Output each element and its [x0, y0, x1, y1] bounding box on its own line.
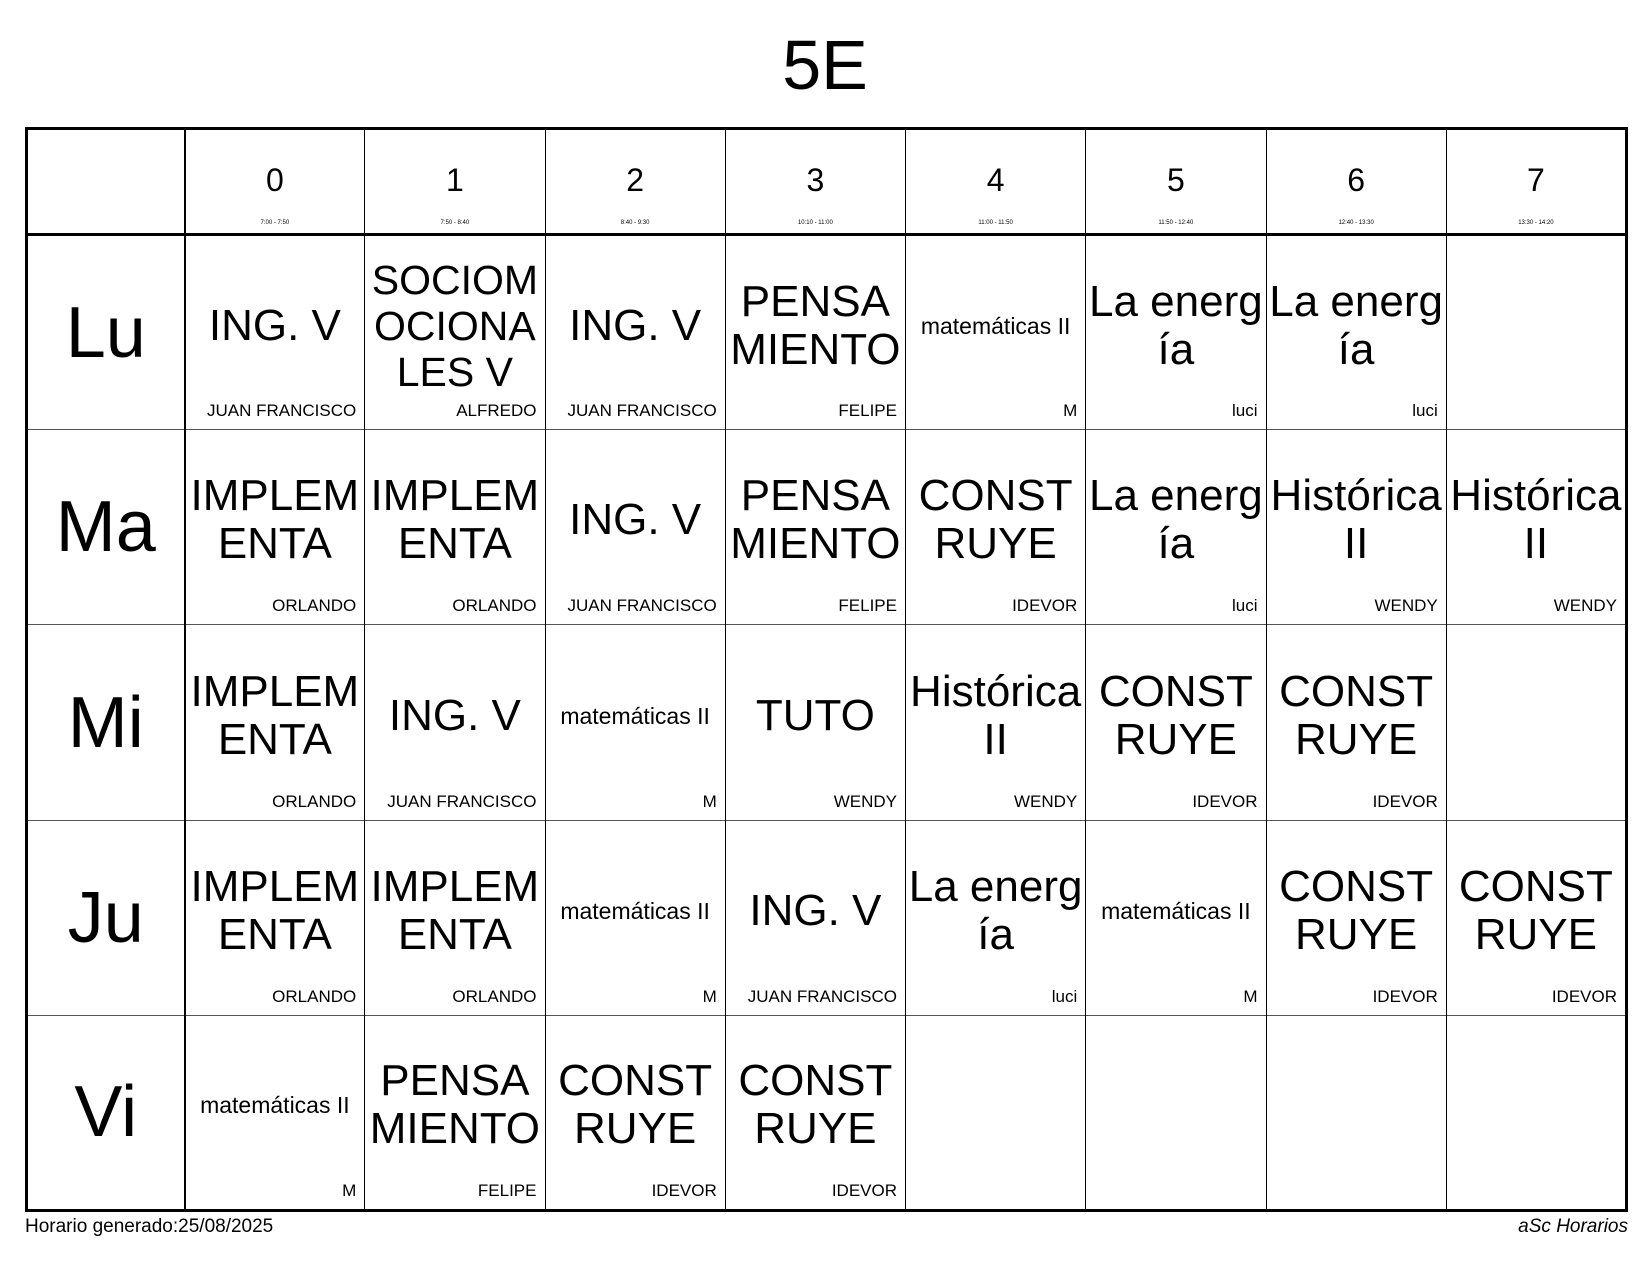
period-time: 7:00 - 7:50 [260, 220, 290, 227]
subject-text: CONST RUYE [1279, 861, 1434, 959]
lesson-subject [546, 248, 725, 403]
period-time: 12:40 - 13:30 [1338, 220, 1374, 227]
lesson-subject [1086, 1028, 1265, 1183]
lesson-subject [1447, 442, 1625, 598]
lesson-cell [1266, 820, 1446, 1015]
subject-text: CONST RUYE [1458, 861, 1613, 959]
subject-text: La energ ía [1089, 471, 1263, 569]
lesson-teacher: ORLANDO [272, 986, 357, 1006]
subject-text: IMPLEM ENTA [190, 666, 360, 764]
lesson-cell [1266, 430, 1446, 625]
lesson-cell [1446, 820, 1626, 1015]
lesson-teacher: JUAN FRANCISCO [567, 401, 717, 421]
lesson-teacher: M [1243, 986, 1258, 1006]
lesson-cell [725, 820, 905, 1015]
period-time: 10:10 - 11:00 [797, 220, 833, 227]
subject-text: matemáticas II [920, 312, 1071, 339]
lesson-subject [1267, 1028, 1446, 1183]
lesson-teacher: IDEVOR [651, 1181, 717, 1200]
lesson-cell [725, 235, 905, 430]
lesson-teacher: WENDY [833, 791, 897, 811]
period-time: 8:40 - 9:30 [620, 220, 650, 227]
lesson-cell [906, 235, 1086, 430]
lesson-teacher: IDEVOR [1372, 791, 1438, 811]
period-time: 11:50 - 12:40 [1158, 220, 1194, 227]
lesson-subject [365, 637, 544, 793]
lesson-teacher: ORLANDO [452, 986, 537, 1006]
subject-text: TUTO [755, 690, 875, 740]
period-header-0 [185, 129, 365, 235]
lesson-subject [726, 442, 905, 598]
subject-text: La energ ía [908, 861, 1083, 959]
day-label: Vi [27, 1015, 185, 1210]
day-row-vi [27, 1015, 1627, 1210]
lesson-subject [365, 442, 544, 598]
period-number: 4 [986, 162, 1005, 198]
lesson-subject [365, 248, 544, 403]
lesson-teacher: luci [1231, 596, 1258, 616]
timetable-grid [25, 127, 1628, 1212]
lesson-teacher: luci [1231, 401, 1258, 421]
lesson-subject [906, 833, 1085, 989]
subject-text: ING. V [749, 885, 882, 935]
period-header-7 [1446, 129, 1626, 235]
lesson-subject [1267, 833, 1446, 989]
lesson-subject [1447, 248, 1625, 403]
period-time: 13:30 - 14:20 [1518, 220, 1554, 227]
day-row-mi [27, 625, 1627, 820]
lesson-subject [906, 637, 1085, 793]
period-time: 7:50 - 8:40 [440, 220, 470, 227]
lesson-cell [1086, 625, 1266, 820]
lesson-teacher: luci [1051, 986, 1078, 1006]
lesson-subject [186, 442, 365, 598]
lesson-teacher: FELIPE [838, 596, 897, 616]
lesson-teacher: JUAN FRANCISCO [207, 401, 357, 421]
lesson-cell [185, 235, 365, 430]
period-number: 5 [1166, 162, 1185, 198]
subject-text: PENSA MIENTO [369, 1056, 541, 1154]
day-row-lu [27, 235, 1627, 430]
subject-text: SOCIOM OCIONA LES V [371, 256, 539, 395]
lesson-subject [186, 833, 365, 989]
lesson-subject [1086, 833, 1265, 989]
subject-text: Histórica II [1270, 471, 1442, 569]
lesson-cell [1086, 1015, 1266, 1210]
day-row-ma [27, 430, 1627, 625]
subject-text: IMPLEM ENTA [190, 471, 360, 569]
lesson-teacher: ALFREDO [456, 401, 537, 421]
subject-text: matemáticas II [560, 897, 710, 924]
period-header-row [27, 129, 1627, 235]
lesson-cell [1266, 235, 1446, 430]
period-number: 2 [626, 162, 645, 198]
subject-text: Histórica II [1450, 471, 1622, 569]
lesson-cell [725, 1015, 905, 1210]
lesson-cell [545, 235, 725, 430]
period-header-4 [906, 129, 1086, 235]
lesson-subject [186, 637, 365, 793]
subject-text: CONST RUYE [918, 471, 1073, 569]
lesson-subject [726, 248, 905, 403]
lesson-cell [906, 1015, 1086, 1210]
subject-text: ING. V [569, 300, 702, 350]
generated-date-footer: Horario generado:25/08/2025 [25, 1216, 274, 1237]
subject-text: CONST RUYE [558, 1056, 713, 1154]
lesson-subject [1086, 637, 1265, 793]
lesson-subject [726, 1028, 905, 1183]
lesson-subject [186, 1028, 365, 1183]
lesson-subject [186, 248, 365, 403]
day-label: Lu [27, 235, 185, 430]
lesson-cell [365, 820, 545, 1015]
subject-text: ING. V [569, 495, 702, 545]
lesson-teacher: IDEVOR [1012, 596, 1078, 616]
lesson-subject [726, 833, 905, 989]
lesson-teacher: JUAN FRANCISCO [567, 596, 717, 616]
lesson-cell [365, 1015, 545, 1210]
subject-text: CONST RUYE [1098, 666, 1253, 764]
lesson-cell [185, 820, 365, 1015]
subject-text: CONST RUYE [1279, 666, 1434, 764]
period-number: 0 [265, 162, 284, 198]
lesson-subject [1447, 833, 1625, 989]
lesson-subject [906, 248, 1085, 403]
lesson-cell [545, 430, 725, 625]
lesson-cell [725, 430, 905, 625]
lesson-cell [1086, 430, 1266, 625]
lesson-teacher: FELIPE [477, 1181, 537, 1200]
subject-text: IMPLEM ENTA [370, 861, 540, 959]
lesson-teacher: IDEVOR [1551, 986, 1617, 1006]
lesson-teacher: M [342, 1181, 357, 1200]
lesson-cell [1266, 1015, 1446, 1210]
subject-text: IMPLEM ENTA [190, 861, 360, 959]
lesson-cell [1446, 625, 1626, 820]
period-header-5 [1086, 129, 1266, 235]
subject-text: Histórica II [910, 666, 1082, 764]
lesson-subject [1267, 637, 1446, 793]
lesson-subject [365, 833, 544, 989]
lesson-teacher: ORLANDO [452, 596, 537, 616]
lesson-cell [1446, 430, 1626, 625]
subject-text: IMPLEM ENTA [370, 471, 540, 569]
lesson-cell [1086, 820, 1266, 1015]
lesson-teacher: FELIPE [838, 401, 897, 421]
timetable-title: 5E [782, 26, 868, 104]
lesson-subject [726, 637, 905, 793]
lesson-teacher: M [702, 791, 717, 811]
period-number: 7 [1526, 162, 1545, 198]
day-label: Ju [27, 820, 185, 1015]
period-header-2 [545, 129, 725, 235]
lesson-subject [365, 1028, 544, 1183]
day-label: Ma [27, 430, 185, 625]
period-number: 1 [445, 162, 464, 198]
subject-text: ING. V [208, 300, 341, 350]
lesson-cell [185, 430, 365, 625]
lesson-subject [546, 637, 725, 793]
lesson-subject [1447, 637, 1625, 793]
lesson-cell [1266, 625, 1446, 820]
lesson-teacher: WENDY [1374, 596, 1438, 616]
subject-text: matemáticas II [560, 702, 710, 729]
lesson-teacher: luci [1412, 401, 1438, 421]
lesson-teacher: ORLANDO [272, 596, 357, 616]
period-number: 6 [1347, 162, 1366, 198]
lesson-cell [545, 1015, 725, 1210]
subject-text: La energ ía [1089, 276, 1263, 374]
corner-cell [27, 129, 185, 235]
subject-text: ING. V [388, 690, 521, 740]
lesson-subject [906, 1028, 1085, 1183]
subject-text: PENSA MIENTO [730, 276, 901, 374]
lesson-cell [365, 625, 545, 820]
lesson-cell [1086, 235, 1266, 430]
period-header-6 [1266, 129, 1446, 235]
period-header-3 [725, 129, 905, 235]
lesson-teacher: M [1063, 401, 1078, 421]
subject-text: matemáticas II [1101, 897, 1251, 924]
subject-text: PENSA MIENTO [730, 471, 901, 569]
lesson-cell [725, 625, 905, 820]
lesson-cell [906, 625, 1086, 820]
subject-text: CONST RUYE [738, 1056, 893, 1154]
lesson-cell [906, 430, 1086, 625]
subject-text: La energ ía [1269, 276, 1443, 374]
lesson-teacher: IDEVOR [1372, 986, 1438, 1006]
lesson-cell [1446, 1015, 1626, 1210]
lesson-subject [906, 442, 1085, 598]
lesson-teacher: WENDY [1553, 596, 1617, 616]
lesson-teacher: WENDY [1013, 791, 1078, 811]
lesson-subject [1267, 248, 1446, 403]
period-time: 11:00 - 11:50 [978, 220, 1013, 227]
lesson-teacher: IDEVOR [831, 1181, 897, 1200]
subject-text: matemáticas II [200, 1092, 350, 1119]
lesson-teacher: M [702, 986, 717, 1006]
day-row-ju [27, 820, 1627, 1015]
lesson-teacher: JUAN FRANCISCO [747, 986, 897, 1006]
brand-footer: aSc Horarios [1518, 1216, 1628, 1237]
lesson-cell [365, 235, 545, 430]
lesson-cell [185, 625, 365, 820]
lesson-subject [1267, 442, 1446, 598]
lesson-subject [1447, 1028, 1625, 1183]
lesson-teacher: JUAN FRANCISCO [387, 791, 537, 811]
lesson-subject [546, 833, 725, 989]
lesson-cell [906, 820, 1086, 1015]
lesson-cell [545, 625, 725, 820]
lesson-teacher: IDEVOR [1192, 791, 1258, 811]
period-header-1 [365, 129, 545, 235]
lesson-subject [1086, 248, 1265, 403]
period-number: 3 [806, 162, 825, 198]
lesson-subject [546, 442, 725, 598]
lesson-cell [545, 820, 725, 1015]
lesson-teacher: ORLANDO [272, 791, 357, 811]
lesson-cell [365, 430, 545, 625]
lesson-subject [546, 1028, 725, 1183]
day-label: Mi [27, 625, 185, 820]
lesson-cell [185, 1015, 365, 1210]
lesson-subject [1086, 442, 1265, 598]
lesson-cell [1446, 235, 1626, 430]
